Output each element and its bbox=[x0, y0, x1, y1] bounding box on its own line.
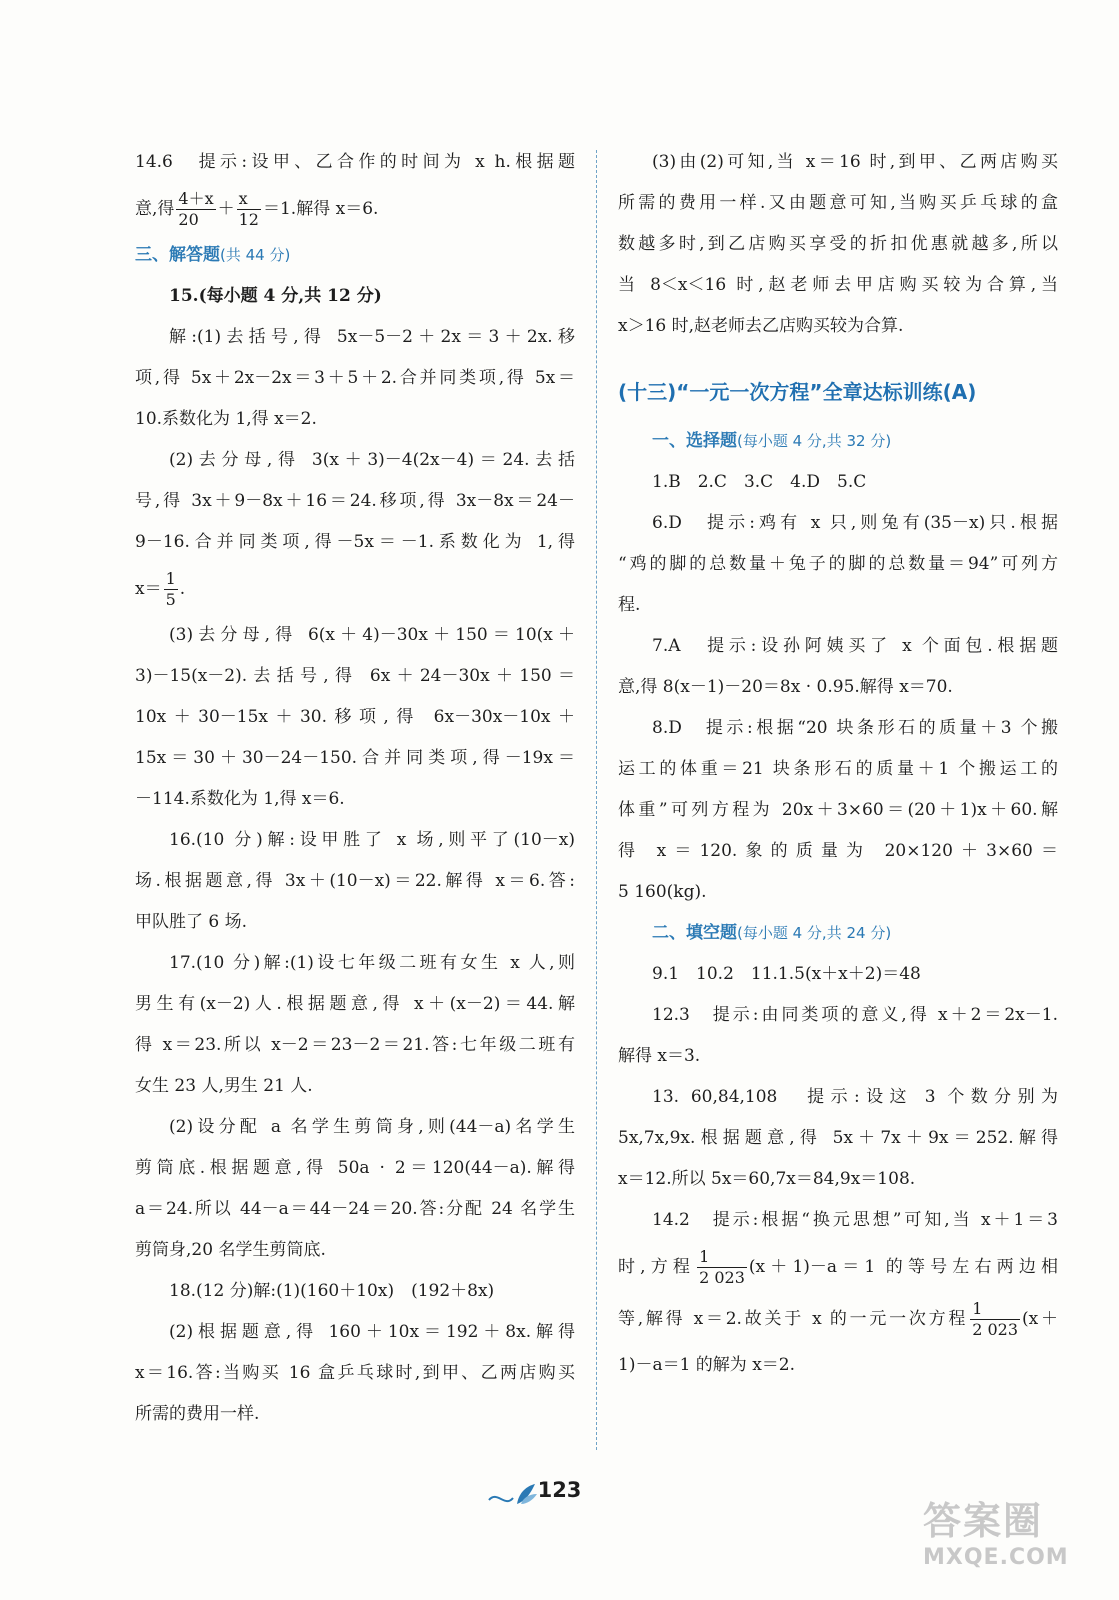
q8-line: 体重”可列方程为 20x＋3×60＝(20＋1)x＋60.解 bbox=[618, 800, 1058, 820]
q7-line: 7.A 提示:设孙阿姨买了 x 个面包.根据题 bbox=[652, 636, 1058, 656]
q12-line: 解得 x＝3. bbox=[618, 1046, 701, 1066]
q14-line-2: 意,得 $\frac{4+x}{20}$ ＋ $\frac{x}{12}$ ＝1.解得 x＝6. bbox=[135, 189, 379, 229]
q16-line: 甲队胜了 6 场. bbox=[135, 912, 248, 932]
chapter-title: (十三)“一元一次方程”全章达标训练(A) bbox=[618, 380, 977, 404]
q15-line: (3)去分母,得 6(x＋4)－30x＋150＝10(x＋ bbox=[169, 625, 575, 645]
section-heading-fill: 二、填空题(每小题 4 分,共 24 分) bbox=[652, 923, 892, 943]
q17-line: (2)设分配 a 名学生剪筒身,则(44－a)名学生 bbox=[169, 1117, 575, 1137]
q18-cont-line: 数越多时,到乙店购买享受的折扣优惠就越多,所以 bbox=[618, 234, 1058, 254]
q18-cont-line: x＞16 时,赵老师去乙店购买较为合算. bbox=[618, 316, 904, 336]
q12-line: 12.3 提示:由同类项的意义,得 x＋2＝2x－1. bbox=[652, 1005, 1058, 1025]
q18-line: 18.(12 分)解:(1)(160＋10x) (192＋8x) bbox=[169, 1281, 495, 1301]
q15-line: 15x＝30＋30－24－150.合并同类项,得－19x＝ bbox=[135, 748, 575, 768]
q8-line: 运工的体重＝21 块条形石的质量＋1 个搬运工的 bbox=[618, 759, 1058, 779]
fraction: $\frac{1}{2 023}$ bbox=[699, 1247, 745, 1287]
q15-line: 项,得 5x＋2x－2x＝3＋5＋2.合并同类项,得 5x＝ bbox=[135, 368, 575, 388]
q14-right-line: 时,方程 $\frac{1}{2 023}$ (x＋1)－a＝1 的等号左右两边相 bbox=[618, 1247, 1058, 1287]
fraction: $\frac{1}{5}$ bbox=[165, 569, 176, 609]
section-heading-answers: 三、解答题(共 44 分) bbox=[135, 245, 291, 265]
q15-line: 10x＋30－15x＋30.移项,得 6x－30x－10x＋ bbox=[135, 707, 575, 727]
q6-line: 6.D 提示:鸡有 x 只,则兔有(35－x)只.根据 bbox=[652, 513, 1058, 533]
q15-line: －114.系数化为 1,得 x＝6. bbox=[135, 789, 345, 809]
q14-right-line: 14.2 提示:根据“换元思想”可知,当 x＋1＝3 bbox=[652, 1210, 1058, 1230]
q17-line: 女生 23 人,男生 21 人. bbox=[135, 1076, 313, 1096]
q17-line: a＝24.所以 44－a＝44－24＝20.答:分配 24 名学生 bbox=[135, 1199, 575, 1219]
fraction: $\frac{1}{2 023}$ bbox=[972, 1299, 1019, 1339]
q13-line: 5x,7x,9x.根据题意,得 5x＋7x＋9x＝252.解得 bbox=[618, 1128, 1058, 1148]
q15-line: 3)－15(x－2).去括号,得 6x＋24－30x＋150＝ bbox=[135, 666, 575, 686]
q14-right-line: 等,解得 x＝2.故关于 x 的一元一次方程 $\frac{1}{2 023}$ (x＋ bbox=[618, 1299, 1058, 1339]
q8-line: 8.D 提示:根据“20 块条形石的质量＋3 个搬 bbox=[652, 718, 1058, 738]
q18-cont-line: 所需的费用一样.又由题意可知,当购买乒乓球的盒 bbox=[618, 193, 1058, 213]
q17-line: 17.(10 分)解:(1)设七年级二班有女生 x 人,则 bbox=[169, 953, 575, 973]
q15-fraction-line: x＝ $\frac{1}{5}$ . bbox=[135, 569, 186, 609]
q17-line: 剪筒身,20 名学生剪筒底. bbox=[135, 1240, 326, 1260]
page-number: 123 bbox=[537, 1478, 582, 1502]
q18-cont-line: (3)由(2)可知,当 x＝16 时,到甲、乙两店购买 bbox=[652, 152, 1058, 172]
q18-line: (2)根据题意,得 160＋10x＝192＋8x.解得 bbox=[169, 1322, 575, 1342]
q17-line: 男生有(x－2)人.根据题意,得 x＋(x－2)＝44.解 bbox=[135, 994, 575, 1014]
q18-cont-line: 当 8＜x＜16 时,赵老师去甲店购买较为合算,当 bbox=[618, 275, 1058, 295]
fill-answers: 9.1 10.2 11.1.5(x＋x＋2)＝48 bbox=[652, 964, 921, 984]
q8-line: 得 x＝120.象的质量为 20×120＋3×60＝ bbox=[618, 841, 1058, 861]
mc-answers: 1.B 2.C 3.C 4.D 5.C bbox=[652, 472, 867, 492]
q15-line: 号,得 3x＋9－8x＋16＝24.移项,得 3x－8x＝24－ bbox=[135, 491, 575, 511]
q17-line: 剪筒底.根据题意,得 50a · 2＝120(44－a).解得 bbox=[135, 1158, 575, 1178]
q6-line: 程. bbox=[618, 595, 641, 615]
q15-heading: 15.(每小题 4 分,共 12 分) bbox=[169, 286, 382, 306]
q6-line: “鸡的脚的总数量＋兔子的脚的总数量＝94”可列方 bbox=[618, 554, 1058, 574]
q15-line: 9－16.合并同类项,得－5x＝－1.系数化为 1,得 bbox=[135, 532, 575, 552]
fraction: $\frac{x}{12}$ bbox=[238, 189, 259, 229]
section-heading-choice: 一、选择题(每小题 4 分,共 32 分) bbox=[652, 431, 892, 451]
q16-line: 16.(10 分)解:设甲胜了 x 场,则平了(10－x) bbox=[169, 830, 575, 850]
q14-right-line: 1)－a＝1 的解为 x＝2. bbox=[618, 1355, 796, 1375]
column-divider bbox=[596, 150, 597, 1450]
q13-line: 13. 60,84,108 提示:设这 3 个数分别为 bbox=[652, 1087, 1058, 1107]
q18-line: x＝16.答:当购买 16 盒乒乓球时,到甲、乙两店购买 bbox=[135, 1363, 575, 1383]
q8-line: 5 160(kg). bbox=[618, 882, 707, 902]
q13-line: x＝12.所以 5x＝60,7x＝84,9x＝108. bbox=[618, 1169, 916, 1189]
right-column bbox=[618, 142, 1058, 1386]
q18-line: 所需的费用一样. bbox=[135, 1404, 260, 1424]
q17-line: 得 x＝23.所以 x－2＝23－2＝21.答:七年级二班有 bbox=[135, 1035, 575, 1055]
q15-line: (2)去分母,得 3(x＋3)－4(2x－4)＝24.去括 bbox=[169, 450, 575, 470]
q7-line: 意,得 8(x－1)－20＝8x · 0.95.解得 x＝70. bbox=[618, 677, 953, 697]
fraction: $\frac{4+x}{20}$ bbox=[178, 189, 214, 229]
q16-line: 场.根据题意,得 3x＋(10－x)＝22.解得 x＝6.答: bbox=[135, 871, 575, 891]
site-watermark: 答案圈 MXQE.COM bbox=[923, 1499, 1069, 1570]
q14-line-1: 14.6 提示:设甲、乙合作的时间为 x h.根据题 bbox=[135, 152, 575, 172]
q15-line: 10.系数化为 1,得 x＝2. bbox=[135, 409, 317, 429]
left-column bbox=[135, 142, 575, 1435]
q15-line: 解:(1)去括号,得 5x－5－2＋2x＝3＋2x.移 bbox=[169, 327, 575, 347]
